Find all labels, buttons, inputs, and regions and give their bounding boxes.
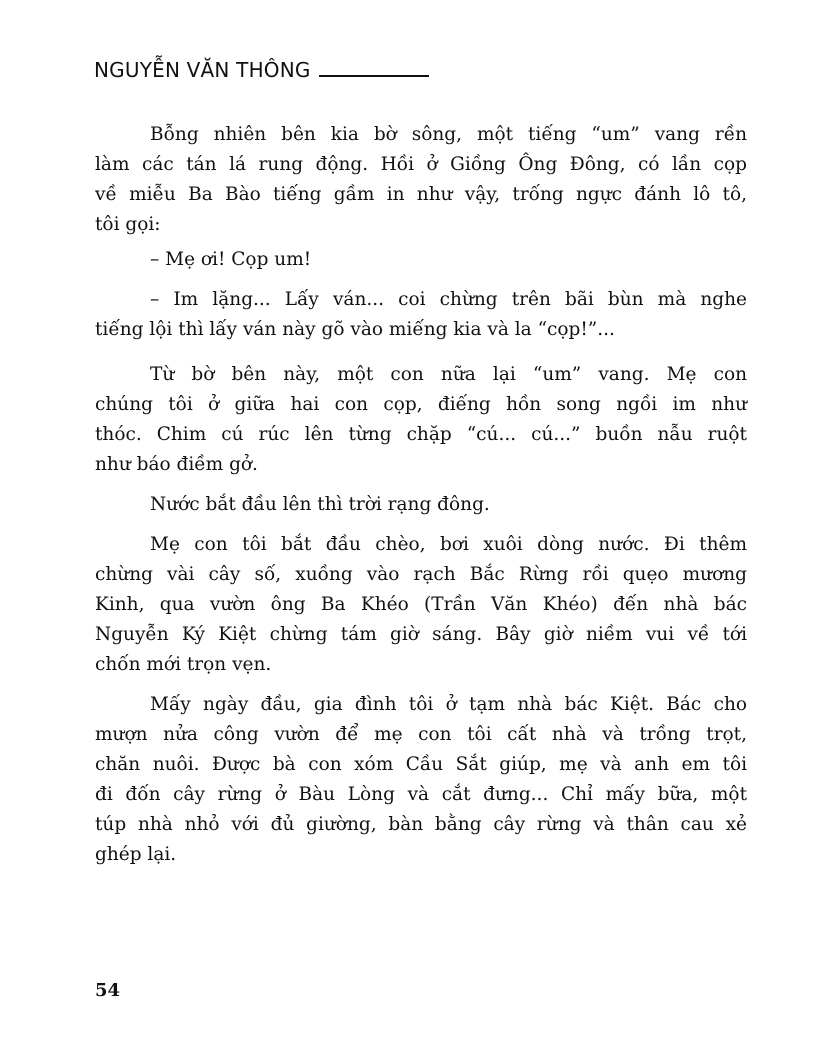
- text-line: thóc. Chim cú rúc lên từng chặp “cú... cú...” buồn nẫu ruột: [95, 424, 747, 445]
- text-line: – Im lặng... Lấy ván... coi chừng trên bãi bùn mà nghe: [150, 289, 747, 310]
- running-header: [94, 58, 429, 82]
- text-line: như báo điềm gở.: [95, 454, 258, 475]
- text-line: đi đốn cây rừng ở Bàu Lòng và cắt đưng... Chỉ mấy bữa, một: [95, 784, 747, 805]
- paragraph: [95, 120, 747, 240]
- text-line: mượn nửa công vườn để mẹ con tôi cất nhà và trồng trọt,: [95, 724, 747, 745]
- page-number: 54: [95, 980, 121, 1001]
- text-line: – Mẹ ơi! Cọp um!: [150, 249, 312, 270]
- text-line: Mẹ con tôi bắt đầu chèo, bơi xuôi dòng nước. Đi thêm: [150, 534, 747, 555]
- text-line: về miễu Ba Bào tiếng gầm in như vậy, trống ngực đánh lô tô,: [95, 184, 747, 205]
- text-line: túp nhà nhỏ với đủ giường, bàn bằng cây rừng và thân cau xẻ: [95, 814, 747, 835]
- text-line: Nước bắt đầu lên thì trời rạng đông.: [150, 494, 490, 515]
- text-line: Mấy ngày đầu, gia đình tôi ở tạm nhà bác Kiệt. Bác cho: [150, 694, 747, 715]
- text-line: tiếng lội thì lấy ván này gõ vào miếng kia và la “cọp!”...: [95, 319, 615, 340]
- text-line: ghép lại.: [95, 844, 177, 865]
- paragraph: [95, 285, 747, 345]
- text-line: Kinh, qua vườn ông Ba Khéo (Trần Văn Khéo) đến nhà bác: [95, 594, 747, 615]
- text-line: Bỗng nhiên bên kia bờ sông, một tiếng “um” vang rền: [150, 124, 747, 145]
- text-line: chốn mới trọn vẹn.: [95, 654, 272, 675]
- paragraph: [95, 490, 747, 520]
- header-rule: [319, 75, 429, 77]
- author-name: NGUYỄN VĂN THÔNG: [94, 58, 311, 82]
- text-line: Nguyễn Ký Kiệt chừng tám giờ sáng. Bây giờ niềm vui về tới: [95, 624, 747, 645]
- paragraph: [95, 690, 747, 870]
- paragraph: [95, 245, 747, 275]
- text-line: tôi gọi:: [95, 214, 161, 235]
- text-line: làm các tán lá rung động. Hồi ở Giồng Ông Đông, có lần cọp: [95, 154, 747, 175]
- text-line: chúng tôi ở giữa hai con cọp, điếng hồn song ngồi im như: [95, 394, 747, 415]
- text-line: chăn nuôi. Được bà con xóm Cầu Sắt giúp, mẹ và anh em tôi: [95, 754, 747, 775]
- text-line: chừng vài cây số, xuồng vào rạch Bắc Rừng rồi quẹo mương: [95, 564, 747, 585]
- paragraph: [95, 530, 747, 680]
- paragraph: [95, 360, 747, 480]
- text-line: Từ bờ bên này, một con nữa lại “um” vang. Mẹ con: [150, 364, 747, 385]
